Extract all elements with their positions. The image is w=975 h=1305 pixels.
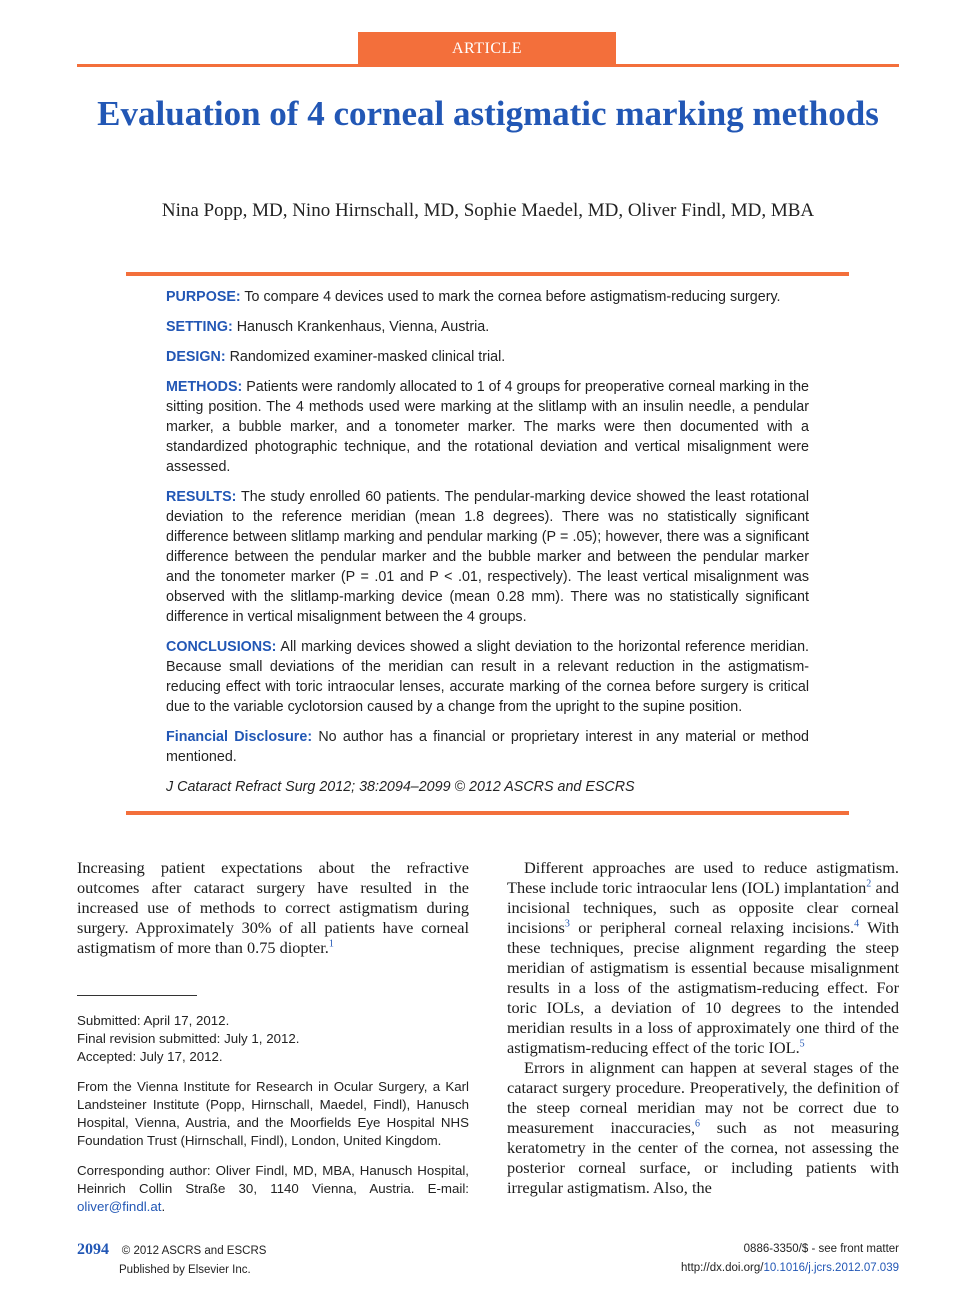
approaches-paragraph [507,858,899,1058]
abstract-methods [166,377,809,477]
header-rule [77,64,899,67]
design-text: Randomized examiner-masked clinical trial. [229,349,506,365]
affiliation-text: From the Vienna Institute for Research in Ocular Surgery, a Karl Landsteiner Institute (Popp, Hirnschall, Maedel, Findl), Hanusch Hospital, Vienna, Austria, and the Moorfields Eye Hospital NHS Foundation Trust (Hirnschall, Findl), London, United Kingdom. [77,1079,469,1148]
journal-citation: J Cataract Refract Surg 2012; 38:2094–2099 © 2012 ASCRS and ESCRS [166,779,635,795]
accepted-date: Accepted: July 17, 2012. [77,1049,223,1064]
article-title: Evaluation of 4 corneal astigmatic marking methods [97,94,879,133]
author-list: Nina Popp, MD, Nino Hirnschall, MD, Sophie Maedel, MD, Oliver Findl, MD, MBA [161,200,815,221]
corresponding-author-note [77,1162,469,1216]
abstract-results [166,487,809,627]
footer-publisher: Published by Elsevier Inc. [119,1264,251,1276]
doi-link[interactable]: 10.1016/j.jcrs.2012.07.039 [763,1262,899,1274]
intro-paragraph [77,858,469,958]
disclosure-label: Financial Disclosure: [166,729,313,745]
setting-text: Hanusch Krankenhaus, Vienna, Austria. [236,319,490,335]
abstract-conclusions [166,637,809,717]
conclusions-label: CONCLUSIONS: [166,639,277,655]
methods-label: METHODS: [166,379,243,395]
page-number: 2094 [77,1241,109,1258]
reference-2[interactable]: 2 [866,878,872,890]
body-left-column [77,858,469,958]
results-text: The study enrolled 60 patients. The pendular-marking device showed the least rotational deviation to the reference meridian (mean 1.8 degrees). There was no statistically significant difference between slitlamp marking and pendular marking (P = .05); however, there was a significant difference between the pendular marker and the bubble marker and between the pendular marker and the tonometer marker (P = .01 and P < .01, respectively). The least vertical misalignment was observed with the slitlamp-marking device (mean 0.28 mm). There was no statistically significant difference in vertical misalignment between the 4 groups. [166,489,810,625]
footer-right [681,1240,899,1278]
methods-text: Patients were randomly allocated to 1 of 4 groups for preoperative corneal marking in the sitting position. The 4 methods used were marking at the slitlamp with an insulin needle, a pendular marker, a bubble marker, and a tonometer marker. The marks were then documented with a standardized photographic technique, and the rotational deviation and vertical misalignment were assessed. [166,379,809,475]
results-label: RESULTS: [166,489,237,505]
conclusions-text: All marking devices showed a slight deviation to the horizontal reference meridian. Because small deviations of the meridian can result in a relevant reduction in the astigmatism-reducing effect with toric intraocular lenses, accurate marking of the cornea before surgery is critical due to the variable cyclotorsion caused by a change from the upright to the supine position. [166,639,810,715]
email-end: . [161,1199,166,1214]
abstract-design [166,347,809,367]
abstract [166,287,809,807]
abstract-disclosure [166,727,809,767]
approaches-text-c: or peripheral corneal relaxing incisions. [569,918,855,937]
setting-label: SETTING: [166,319,233,335]
abstract-purpose [166,287,809,307]
abstract-top-rule [126,272,849,276]
approaches-text-d: With these techniques, precise alignment regarding the steep meridian of astigmatism is essential because misalignment results in a loss of the astigmatism-reducing effect. For toric IOLs, a deviation of 10 degrees to the intended meridian results in a loss of approximately one third of the astigmatism-reducing effect of the toric IOL. [507,918,899,1057]
purpose-label: PURPOSE: [166,289,241,305]
submitted-date: Submitted: April 17, 2012. [77,1013,230,1028]
reference-4[interactable]: 4 [854,918,860,930]
final-revision-date: Final revision submitted: July 1, 2012. [77,1031,300,1046]
errors-text-b: such as not measuring keratometry in the center of the cornea, not assessing the posterior corneal surface, or including patients with irregular astigmatism. Also, the [507,1118,899,1197]
footer-copyright: © 2012 ASCRS and ESCRS [121,1245,267,1257]
footer-left [77,1240,266,1280]
reference-5[interactable]: 5 [799,1038,805,1050]
submission-dates [77,1012,469,1066]
article-type-tab: ARTICLE [358,32,616,66]
abstract-setting [166,317,809,337]
errors-paragraph [507,1058,899,1198]
corresponding-text: Corresponding author: Oliver Findl, MD, MBA, Hanusch Hospital, Heinrich Collin Straße 30, 1140 Vienna, Austria. E-mail: [77,1163,469,1196]
reference-3[interactable]: 3 [564,918,570,930]
intro-text: Increasing patient expectations about the refractive outcomes after cataract surgery have resulted in the increased use of methods to correct astigmatism during surgery. Approximately 30% of all patients have corneal astigmatism of more than 0.75 diopter. [77,858,469,957]
purpose-text: To compare 4 devices used to mark the cornea before astigmatism-reducing surgery. [244,289,781,305]
body-right-column [507,858,899,1198]
approaches-text-b: and incisional techniques, such as opposite clear corneal incisions [507,878,900,937]
approaches-text-a: Different approaches are used to reduce astigmatism. These include toric intraocular lens (IOL) implantation [507,858,899,897]
reference-6[interactable]: 6 [695,1118,701,1130]
doi-prefix: http://dx.doi.org/ [680,1262,764,1274]
footnote-rule [77,995,197,996]
reference-1[interactable]: 1 [328,938,334,950]
footer-issn: 0886-3350/$ - see front matter [743,1243,899,1255]
design-label: DESIGN: [166,349,226,365]
author-email-link[interactable]: oliver@findl.at [77,1199,162,1214]
abstract-bottom-rule [126,811,849,815]
affiliation-note [77,1078,469,1150]
disclosure-text: No author has a financial or proprietary interest in any material or method mentioned. [166,729,810,765]
errors-text-a: Errors in alignment can happen at several stages of the cataract surgery procedure. Preoperatively, the definition of the steep corneal meridian may not be correct due to measurement inaccuracies, [507,1058,899,1137]
